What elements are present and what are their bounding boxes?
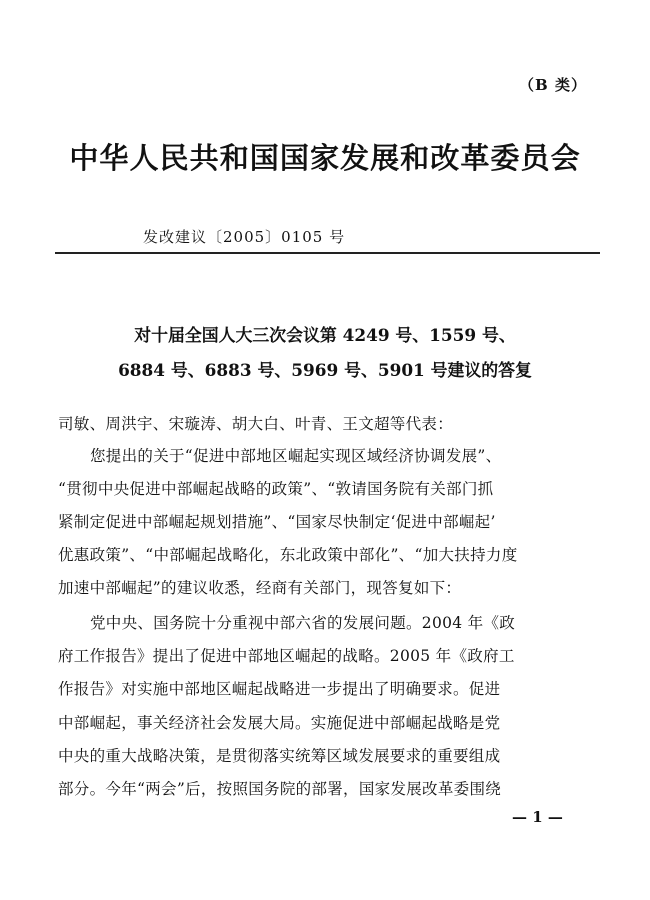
body-line: 府工作报告》提出了促进中部地区崛起的战略。2005 年《政府工 (58, 647, 515, 665)
body-line: “贯彻中央促进中部崛起战略的政策”、“敦请国务院有关部门抓 (58, 480, 494, 498)
page-number: — 1 — (512, 808, 563, 826)
body-line: 加速中部崛起”的建议收悉，经商有关部门，现答复如下： (58, 579, 462, 597)
body-line: 党中央、国务院十分重视中部六省的发展问题。2004 年《政 (90, 614, 516, 632)
body-line: 作报告》对实施中部地区崛起战略进一步提出了明确要求。促进 (58, 680, 501, 698)
body-line: 紧制定促进中部崛起规划措施”、“国家尽快制定‘促进中部崛起’ (58, 513, 496, 531)
body-line: 中央的重大战略决策，是贯彻落实统筹区域发展要求的重要组成 (58, 747, 501, 765)
organization-title: 中华人民共和国国家发展和改革委员会 (69, 141, 581, 175)
category-label: （B 类） (519, 76, 587, 94)
header-divider (55, 252, 600, 254)
document-title-line-2: 6884 号、6883 号、5969 号、5901 号建议的答复 (118, 360, 532, 380)
body-line: 优惠政策”、“中部崛起战略化，东北政策中部化”、“加大扶持力度 (58, 546, 518, 564)
document-number: 发改建议〔2005〕0105 号 (143, 228, 346, 246)
body-line: 中部崛起，事关经济社会发展大局。实施促进中部崛起战略是党 (58, 714, 501, 732)
salutation: 司敏、周洪宇、宋璇涛、胡大白、叶青、王文超等代表： (58, 415, 454, 433)
body-line: 您提出的关于“促进中部地区崛起实现区域经济协调发展”、 (90, 447, 502, 465)
document-title-line-1: 对十届全国人大三次会议第 4249 号、1559 号、 (134, 325, 516, 345)
body-line: 部分。今年“两会”后，按照国务院的部署，国家发展改革委围绕 (58, 780, 502, 798)
